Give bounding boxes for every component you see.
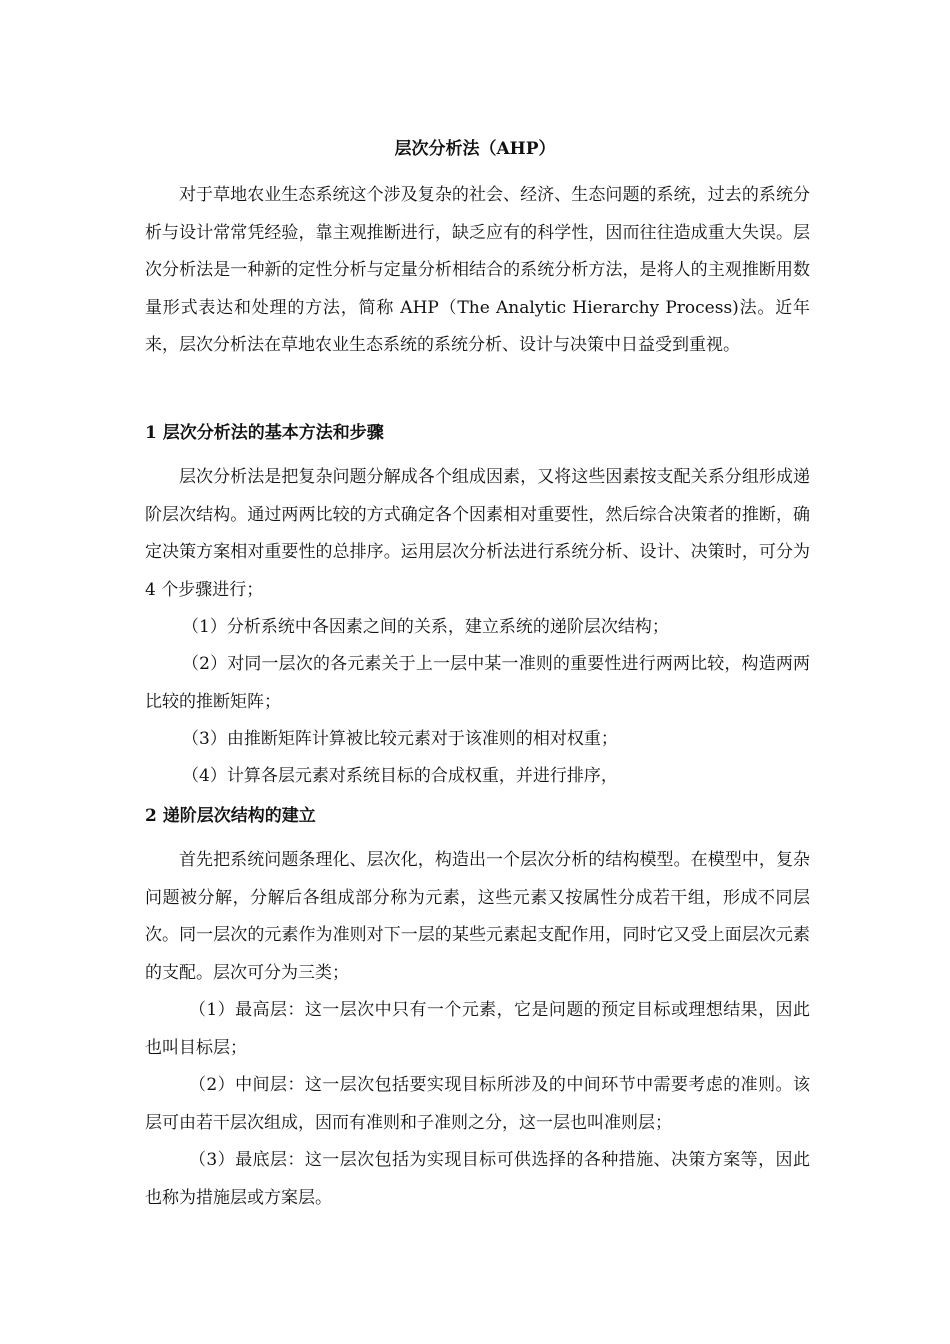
level-item-1: （1）最高层：这一层次中只有一个元素，它是问题的预定目标或理想结果，因此也叫目标层；: [145, 1000, 810, 1058]
level-item-2: （2）中间层：这一层次包括要实现目标所涉及的中间环节中需要考虑的准则。该层可由若干层次组成，因而有准则和子准则之分，这一层也叫准则层；: [145, 1075, 810, 1133]
section-1-paragraph: 层次分析法是把复杂问题分解成各个组成因素，又将这些因素按支配关系分组形成递阶层次结构。通过两两比较的方式确定各个因素相对重要性，然后综合决策者的推断，确定决策方案相对重要性的总排序。运用层次分析法进行系统分析、设计、决策时，可分为 4 个步骤进行；: [145, 467, 810, 600]
intro-paragraph: 对于草地农业生态系统这个涉及复杂的社会、经济、生态问题的系统，过去的系统分析与设计常常凭经验，靠主观推断进行，缺乏应有的科学性，因而往往造成重大失误。层次分析法是一种新的定性分析与定量分析相结合的系统分析方法，是将人的主观推断用数量形式表达和处理的方法，简称 AHP（The Analytic Hierarchy Process)法。近年来，层次分析法在草地农业生态系统的系统分析、设计与决策中日益受到重视。: [145, 185, 810, 355]
level-item-3: （3）最底层：这一层次包括为实现目标可供选择的各种措施、决策方案等，因此也称为措施层或方案层。: [145, 1150, 810, 1208]
document-title: 层次分析法（AHP）: [394, 139, 556, 159]
step-item-2: （2）对同一层次的各元素关于上一层中某一准则的重要性进行两两比较，构造两两比较的推断矩阵；: [145, 654, 810, 712]
step-item-4: （4）计算各层元素对系统目标的合成权重，并进行排序，: [182, 766, 618, 786]
section-2-heading: 2 递阶层次结构的建立: [145, 806, 316, 826]
section-2-paragraph: 首先把系统问题条理化、层次化，构造出一个层次分析的结构模型。在模型中，复杂问题被分解，分解后各组成部分称为元素，这些元素又按属性分成若干组，形成不同层次。同一层次的元素作为准则对下一层的某些元素起支配作用，同时它又受上面层次元素的支配。层次可分为三类；: [145, 850, 810, 983]
step-item-3: （3）由推断矩阵计算被比较元素对于该准则的相对权重；: [182, 729, 618, 749]
section-1-heading: 1 层次分析法的基本方法和步骤: [145, 423, 384, 443]
step-item-1: （1）分析系统中各因素之间的关系，建立系统的递阶层次结构；: [182, 617, 669, 637]
